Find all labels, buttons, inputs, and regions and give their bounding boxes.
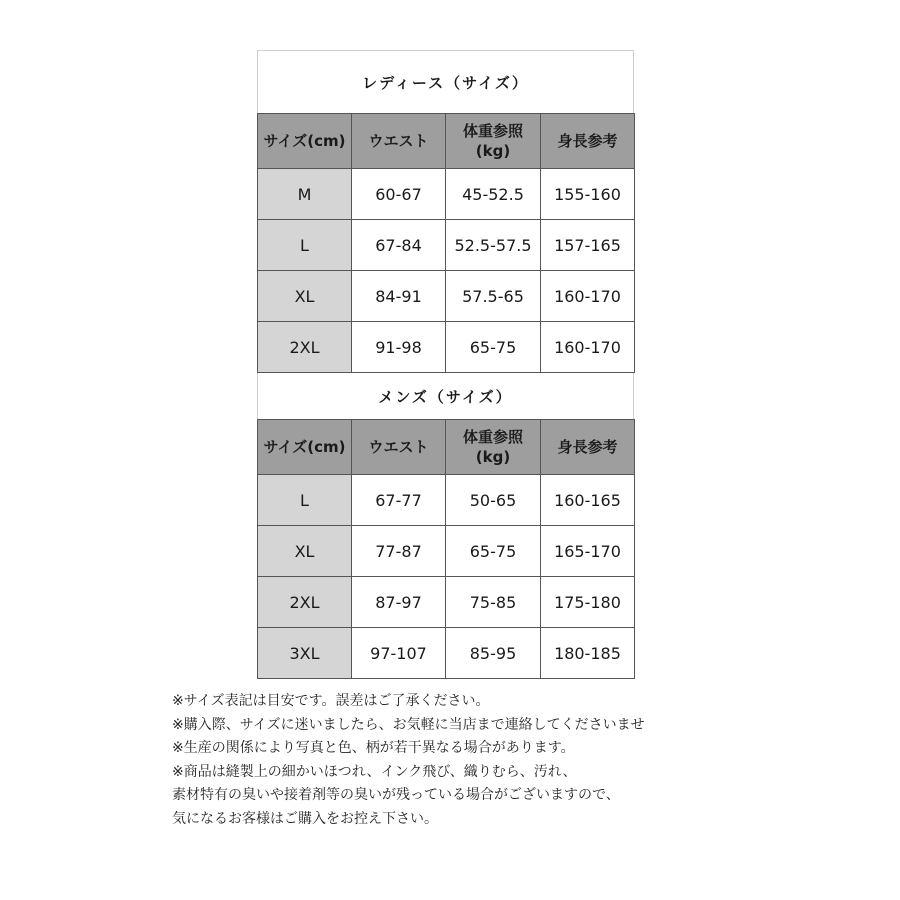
header-size: サイズ(cm) bbox=[258, 114, 352, 169]
header-height: 身長参考 bbox=[541, 420, 635, 475]
ladies-header-row bbox=[258, 114, 635, 169]
size-chart bbox=[257, 50, 634, 679]
note-line: ※購入際、サイズに迷いましたら、お気軽に当店まで連絡してくださいませ bbox=[172, 716, 645, 733]
table-row bbox=[258, 271, 635, 322]
waist-cell: 91-98 bbox=[352, 322, 446, 373]
ladies-section-title: レディース（サイズ） bbox=[257, 50, 634, 113]
weight-cell: 50-65 bbox=[446, 475, 541, 526]
ladies-size-table bbox=[257, 113, 635, 373]
size-cell: L bbox=[258, 220, 352, 271]
header-waist: ウエスト bbox=[352, 114, 446, 169]
waist-cell: 67-77 bbox=[352, 475, 446, 526]
size-cell: 2XL bbox=[258, 322, 352, 373]
table-row bbox=[258, 475, 635, 526]
note-line: 素材特有の臭いや接着剤等の臭いが残っている場合がございますので、 bbox=[172, 787, 620, 803]
height-cell: 157-165 bbox=[541, 220, 635, 271]
header-weight: 体重参照 (kg) bbox=[446, 114, 541, 169]
note-line: ※サイズ表記は目安です。誤差はご了承ください。 bbox=[172, 693, 490, 709]
waist-cell: 97-107 bbox=[352, 628, 446, 679]
mens-size-table bbox=[257, 419, 635, 679]
weight-cell: 75-85 bbox=[446, 577, 541, 628]
table-row bbox=[258, 526, 635, 577]
height-cell: 155-160 bbox=[541, 169, 635, 220]
waist-cell: 77-87 bbox=[352, 526, 446, 577]
header-weight: 体重参照 (kg) bbox=[446, 420, 541, 475]
size-cell: XL bbox=[258, 271, 352, 322]
height-cell: 175-180 bbox=[541, 577, 635, 628]
weight-cell: 52.5-57.5 bbox=[446, 220, 541, 271]
height-cell: 165-170 bbox=[541, 526, 635, 577]
waist-cell: 60-67 bbox=[352, 169, 446, 220]
weight-cell: 45-52.5 bbox=[446, 169, 541, 220]
waist-cell: 84-91 bbox=[352, 271, 446, 322]
size-cell: L bbox=[258, 475, 352, 526]
mens-section-title: メンズ（サイズ） bbox=[257, 373, 634, 419]
waist-cell: 87-97 bbox=[352, 577, 446, 628]
size-cell: M bbox=[258, 169, 352, 220]
table-row bbox=[258, 628, 635, 679]
note-line: ※生産の関係により写真と色、柄が若干異なる場合があります。 bbox=[172, 740, 575, 756]
notes-block bbox=[172, 690, 772, 831]
header-size: サイズ(cm) bbox=[258, 420, 352, 475]
note-line: 気になるお客様はご購入をお控え下さい。 bbox=[172, 810, 438, 827]
header-height: 身長参考 bbox=[541, 114, 635, 169]
mens-header-row bbox=[258, 420, 635, 475]
header-waist: ウエスト bbox=[352, 420, 446, 475]
weight-cell: 65-75 bbox=[446, 322, 541, 373]
table-row bbox=[258, 322, 635, 373]
height-cell: 160-165 bbox=[541, 475, 635, 526]
table-row bbox=[258, 577, 635, 628]
weight-cell: 85-95 bbox=[446, 628, 541, 679]
size-cell: 3XL bbox=[258, 628, 352, 679]
waist-cell: 67-84 bbox=[352, 220, 446, 271]
weight-cell: 57.5-65 bbox=[446, 271, 541, 322]
note-line: ※商品は縫製上の細かいほつれ、インク飛び、織りむら、汚れ、 bbox=[172, 763, 577, 780]
size-cell: XL bbox=[258, 526, 352, 577]
height-cell: 160-170 bbox=[541, 322, 635, 373]
height-cell: 160-170 bbox=[541, 271, 635, 322]
table-row bbox=[258, 169, 635, 220]
weight-cell: 65-75 bbox=[446, 526, 541, 577]
table-row bbox=[258, 220, 635, 271]
size-cell: 2XL bbox=[258, 577, 352, 628]
height-cell: 180-185 bbox=[541, 628, 635, 679]
